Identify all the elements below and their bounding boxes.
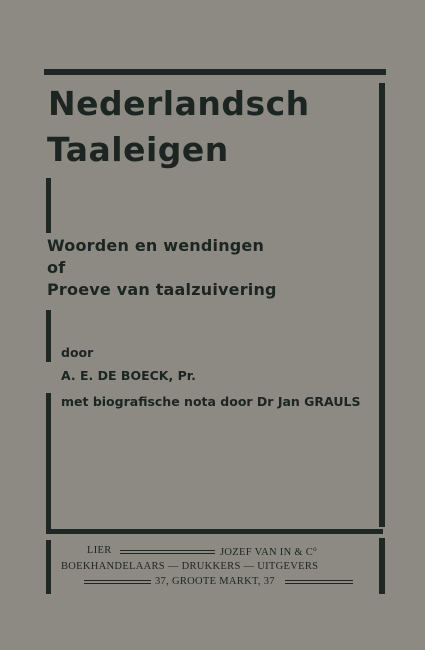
frame-left-accent-3	[46, 393, 51, 531]
rule-divider	[84, 580, 151, 584]
author-note: met biografische nota door Dr Jan GRAULS	[61, 394, 361, 409]
author-name: A. E. DE BOECK, Pr.	[61, 368, 196, 383]
frame-bottom-bar	[46, 529, 383, 534]
publisher-name-superscript: o	[313, 545, 317, 553]
frame-left-accent-1	[46, 178, 51, 233]
title-line-2: Taaleigen	[47, 130, 229, 169]
frame-right-bar	[379, 83, 385, 527]
rule-divider	[285, 580, 353, 584]
publisher-name	[220, 546, 317, 559]
rule-divider	[120, 550, 215, 554]
frame-top-bar	[44, 69, 386, 75]
publisher-name-text: JOZEF VAN IN & C	[220, 547, 314, 558]
publisher-trades: BOEKHANDELAARS — DRUKKERS — UITGEVERS	[61, 561, 319, 572]
subtitle-line-3: Proeve van taalzuivering	[47, 280, 277, 299]
publisher-city: LIER	[87, 545, 112, 556]
publisher-address: 37, GROOTE MARKT, 37	[155, 576, 275, 587]
title-line-1: Nederlandsch	[48, 84, 310, 123]
subtitle-line-2: of	[47, 258, 66, 277]
footer-right-bar	[379, 538, 385, 594]
subtitle-line-1: Woorden en wendingen	[47, 236, 265, 255]
frame-left-accent-2	[46, 310, 51, 362]
author-by: door	[61, 345, 94, 360]
footer-left-bar	[46, 540, 51, 594]
